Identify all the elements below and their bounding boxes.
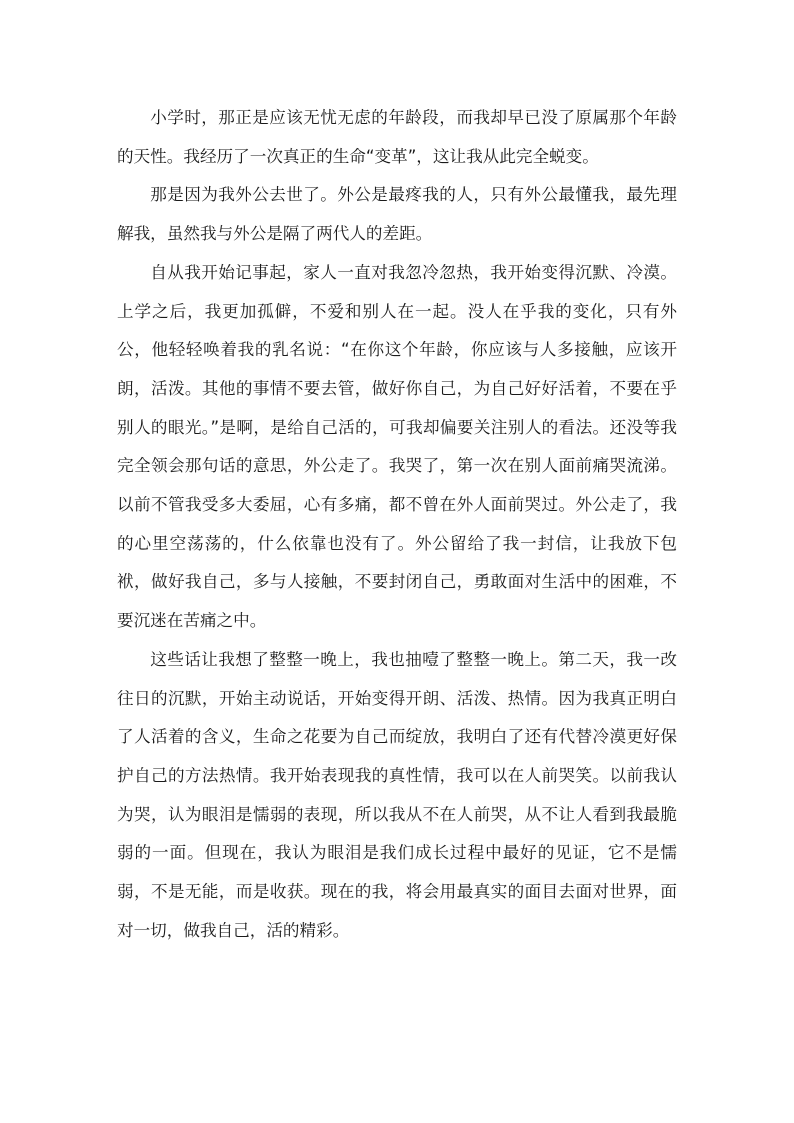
document-body [117,99,677,950]
paragraph-1: 小学时，那正是应该无忧无虑的年龄段，而我却早已没了原属那个年龄的天性。我经历了一次真正的生命“变革”，这让我从此完全蜕变。 [117,108,677,166]
paragraph-2: 那是因为我外公去世了。外公是最疼我的人，只有外公最懂我，最先理解我，虽然我与外公是隔了两代人的差距。 [117,185,677,244]
paragraph-3: 自从我开始记事起，家人一直对我忽冷忽热，我开始变得沉默、冷漠。上学之后，我更加孤僻，不爱和别人在一起。没人在乎我的变化，只有外公，他轻轻唤着我的乳名说：“在你这个年龄，你应该与人多接触，应该开朗，活泼。其他的事情不要去管，做好你自己，为自己好好活着，不要在乎别人的眼光。”是啊，是给自己活的，可我却偏要关注别人的看法。还没等我完全领会那句话的意思，外公走了。我哭了，第一次在别人面前痛哭流涕。以前不管我受多大委屈，心有多痛，都不曾在外人面前哭过。外公走了，我的心里空荡荡的，什么依靠也没有了。外公留给了我一封信，让我放下包袱，做好我自己，多与人接触，不要封闭自己，勇敢面对生活中的困难，不要沉迷在苦痛之中。 [117,262,677,631]
paragraph-4: 这些话让我想了整整一晚上，我也抽噎了整整一晚上。第二天，我一改往日的沉默，开始主动说话，开始变得开朗、活泼、热情。因为我真正明白了人活着的含义，生命之花要为自己而绽放，我明白了还有代替冷漠更好保护自己的方法热情。我开始表现我的真性情，我可以在人前哭笑。以前我认为哭，认为眼泪是懦弱的表现，所以我从不在人前哭，从不让人看到我最脆弱的一面。但现在，我认为眼泪是我们成长过程中最好的见证，它不是懦弱，不是无能，而是收获。现在的我，将会用最真实的面目去面对世界，面对一切，做我自己，活的精彩。 [117,649,677,940]
